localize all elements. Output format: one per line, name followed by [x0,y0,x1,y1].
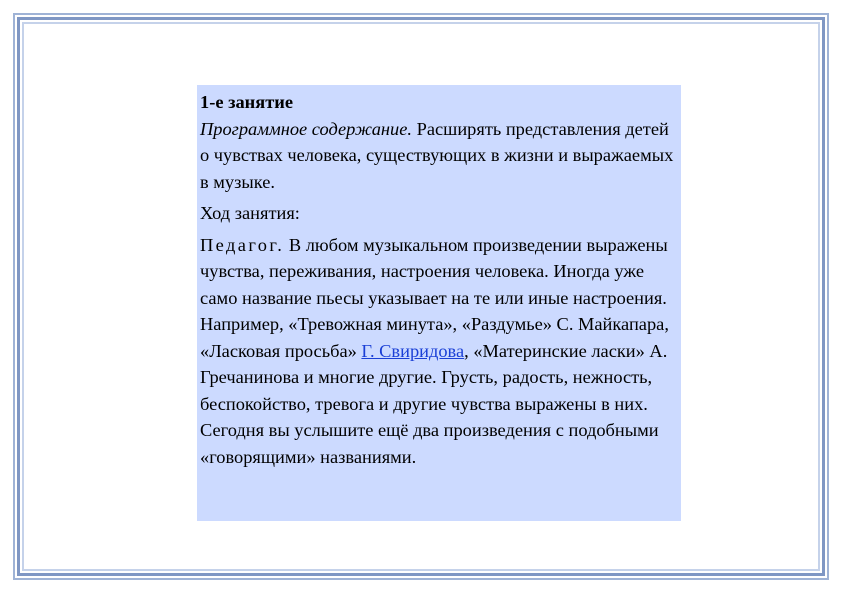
teacher-paragraph [200,232,678,471]
course-label: Ход занятия: [200,203,300,223]
program-text: Расширять представления детей о чувствах человека, существующих в жизни и выражаемых в музыке. [200,118,674,192]
sviridov-link[interactable]: Г. Свиридова [361,340,465,361]
program-paragraph [200,116,678,196]
speaker-label: Педагог. [200,234,285,255]
body-text-end: , «Материнские ласки» А. Гречанинова и многие другие. Грусть, радость, нежность, беспокойство, тревога и другие чувства выражены в них. Сегодня вы услышите ещё два произведения с подобными «говорящими» названиями. [200,340,668,467]
program-label: Программное содержание. [200,118,413,139]
lesson-textbox [197,85,681,521]
body-text-start: В любом музыкальном произведении выражены чувства, переживания, настроения человека. Иногда уже само название пьесы указывает на те или иные настроения. Например, «Тревожная минута», «Раздумье» С. Майкапара, «Ласковая просьба» [200,234,669,361]
lesson-heading: 1-е занятие [200,92,294,112]
